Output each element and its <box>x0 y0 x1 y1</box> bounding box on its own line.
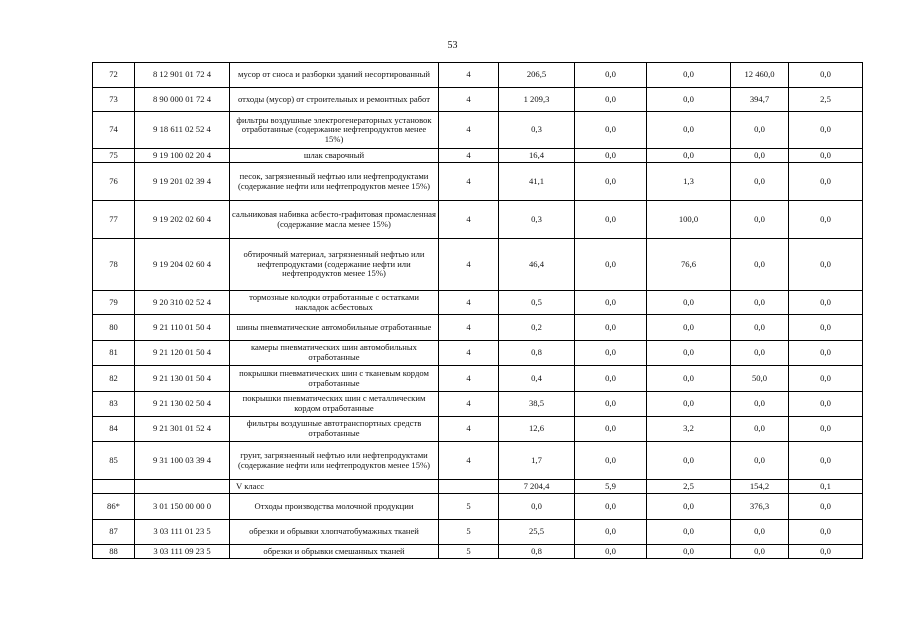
table-row <box>93 239 863 291</box>
hazard-class: 4 <box>439 341 499 366</box>
hazard-class: 4 <box>439 239 499 291</box>
value-3: 1,3 <box>647 163 731 201</box>
waste-name: обрезки и обрывки хлопчатобумажных тканей <box>230 520 439 545</box>
waste-code: 9 21 110 01 50 4 <box>135 315 230 341</box>
value-3: 0,0 <box>647 545 731 559</box>
value-2: 0,0 <box>575 88 647 112</box>
waste-code: 9 21 301 01 52 4 <box>135 417 230 442</box>
waste-name: V класс <box>230 480 439 494</box>
value-5: 0,0 <box>789 163 863 201</box>
value-2: 0,0 <box>575 163 647 201</box>
row-number: 86* <box>93 494 135 520</box>
row-number: 73 <box>93 88 135 112</box>
row-number: 87 <box>93 520 135 545</box>
table-row <box>93 112 863 149</box>
value-1: 0,8 <box>499 341 575 366</box>
waste-name: покрышки пневматических шин с тканевым кордом отработанные <box>230 366 439 392</box>
hazard-class: 5 <box>439 545 499 559</box>
hazard-class: 4 <box>439 88 499 112</box>
hazard-class: 4 <box>439 201 499 239</box>
waste-name: Отходы производства молочной продукции <box>230 494 439 520</box>
row-number: 78 <box>93 239 135 291</box>
hazard-class: 4 <box>439 163 499 201</box>
value-3: 0,0 <box>647 112 731 149</box>
waste-table <box>92 62 863 559</box>
waste-name: фильтры воздушные электрогенераторных установок отработанные (содержание нефтепродуктов менее 15%) <box>230 112 439 149</box>
value-5: 0,0 <box>789 417 863 442</box>
table-row <box>93 494 863 520</box>
value-4: 12 460,0 <box>731 63 789 88</box>
value-3: 76,6 <box>647 239 731 291</box>
value-5: 0,1 <box>789 480 863 494</box>
table-row <box>93 149 863 163</box>
value-5: 0,0 <box>789 366 863 392</box>
value-1: 206,5 <box>499 63 575 88</box>
row-number: 84 <box>93 417 135 442</box>
page-number: 53 <box>447 40 458 51</box>
value-4: 0,0 <box>731 545 789 559</box>
value-1: 0,3 <box>499 201 575 239</box>
value-4: 0,0 <box>731 520 789 545</box>
value-3: 0,0 <box>647 88 731 112</box>
value-4: 0,0 <box>731 315 789 341</box>
value-4: 0,0 <box>731 112 789 149</box>
value-5: 0,0 <box>789 442 863 480</box>
waste-name: обтирочный материал, загрязненный нефтью или нефтепродуктами (содержание нефти или нефтепродуктов менее 15%) <box>230 239 439 291</box>
value-2: 0,0 <box>575 417 647 442</box>
value-4: 0,0 <box>731 442 789 480</box>
value-5: 0,0 <box>789 392 863 417</box>
table-row <box>93 545 863 559</box>
value-4: 0,0 <box>731 149 789 163</box>
value-3: 0,0 <box>647 291 731 315</box>
waste-code: 9 19 202 02 60 4 <box>135 201 230 239</box>
value-3: 0,0 <box>647 366 731 392</box>
waste-name: сальниковая набивка асбесто-графитовая промасленная (содержание масла менее 15%) <box>230 201 439 239</box>
hazard-class: 5 <box>439 520 499 545</box>
value-3: 2,5 <box>647 480 731 494</box>
waste-name: шины пневматические автомобильные отработанные <box>230 315 439 341</box>
waste-name: песок, загрязненный нефтью или нефтепродуктами (содержание нефти или нефтепродуктов менее 15%) <box>230 163 439 201</box>
waste-code: 9 31 100 03 39 4 <box>135 442 230 480</box>
value-1: 25,5 <box>499 520 575 545</box>
table-row <box>93 201 863 239</box>
waste-code: 9 19 201 02 39 4 <box>135 163 230 201</box>
hazard-class <box>439 480 499 494</box>
value-3: 0,0 <box>647 392 731 417</box>
hazard-class: 4 <box>439 442 499 480</box>
value-4: 376,3 <box>731 494 789 520</box>
row-number: 81 <box>93 341 135 366</box>
value-3: 0,0 <box>647 494 731 520</box>
value-1: 0,0 <box>499 494 575 520</box>
waste-code <box>135 480 230 494</box>
row-number: 82 <box>93 366 135 392</box>
value-3: 0,0 <box>647 149 731 163</box>
value-3: 3,2 <box>647 417 731 442</box>
waste-code: 9 20 310 02 52 4 <box>135 291 230 315</box>
row-number: 85 <box>93 442 135 480</box>
waste-name: фильтры воздушные автотранспортных средств отработанные <box>230 417 439 442</box>
row-number: 80 <box>93 315 135 341</box>
value-1: 0,8 <box>499 545 575 559</box>
row-number: 74 <box>93 112 135 149</box>
value-5: 0,0 <box>789 112 863 149</box>
value-4: 0,0 <box>731 163 789 201</box>
waste-code: 8 90 000 01 72 4 <box>135 88 230 112</box>
row-number: 76 <box>93 163 135 201</box>
value-1: 38,5 <box>499 392 575 417</box>
waste-code: 9 19 204 02 60 4 <box>135 239 230 291</box>
hazard-class: 4 <box>439 112 499 149</box>
value-4: 154,2 <box>731 480 789 494</box>
value-4: 50,0 <box>731 366 789 392</box>
waste-name: отходы (мусор) от строительных и ремонтных работ <box>230 88 439 112</box>
value-5: 0,0 <box>789 545 863 559</box>
row-number: 72 <box>93 63 135 88</box>
value-1: 1 209,3 <box>499 88 575 112</box>
waste-name: тормозные колодки отработанные с остатками накладок асбестовых <box>230 291 439 315</box>
table-row <box>93 392 863 417</box>
table-row <box>93 315 863 341</box>
value-4: 0,0 <box>731 341 789 366</box>
value-2: 0,0 <box>575 112 647 149</box>
hazard-class: 4 <box>439 63 499 88</box>
table-row <box>93 291 863 315</box>
waste-name: шлак сварочный <box>230 149 439 163</box>
waste-name: покрышки пневматических шин с металлическим кордом отработанные <box>230 392 439 417</box>
row-number: 79 <box>93 291 135 315</box>
table-row <box>93 341 863 366</box>
hazard-class: 4 <box>439 366 499 392</box>
value-4: 0,0 <box>731 417 789 442</box>
value-2: 0,0 <box>575 494 647 520</box>
value-2: 0,0 <box>575 149 647 163</box>
value-1: 0,4 <box>499 366 575 392</box>
value-1: 46,4 <box>499 239 575 291</box>
value-2: 0,0 <box>575 366 647 392</box>
value-3: 0,0 <box>647 341 731 366</box>
waste-code: 3 03 111 01 23 5 <box>135 520 230 545</box>
hazard-class: 4 <box>439 315 499 341</box>
waste-name: камеры пневматических шин автомобильных отработанные <box>230 341 439 366</box>
row-number: 83 <box>93 392 135 417</box>
waste-name: обрезки и обрывки смешанных тканей <box>230 545 439 559</box>
value-5: 0,0 <box>789 494 863 520</box>
table-row <box>93 63 863 88</box>
waste-code: 3 01 150 00 00 0 <box>135 494 230 520</box>
value-4: 394,7 <box>731 88 789 112</box>
value-3: 0,0 <box>647 520 731 545</box>
table-row <box>93 520 863 545</box>
waste-code: 9 21 130 01 50 4 <box>135 366 230 392</box>
summary-row <box>93 480 863 494</box>
value-2: 0,0 <box>575 442 647 480</box>
value-1: 7 204,4 <box>499 480 575 494</box>
value-1: 12,6 <box>499 417 575 442</box>
value-4: 0,0 <box>731 201 789 239</box>
table-row <box>93 442 863 480</box>
waste-code: 9 21 120 01 50 4 <box>135 341 230 366</box>
row-number: 77 <box>93 201 135 239</box>
value-4: 0,0 <box>731 239 789 291</box>
table-row <box>93 366 863 392</box>
row-number: 75 <box>93 149 135 163</box>
value-5: 0,0 <box>789 149 863 163</box>
waste-code: 9 18 611 02 52 4 <box>135 112 230 149</box>
row-number: 88 <box>93 545 135 559</box>
value-5: 0,0 <box>789 63 863 88</box>
value-1: 41,1 <box>499 163 575 201</box>
value-1: 0,5 <box>499 291 575 315</box>
value-2: 0,0 <box>575 291 647 315</box>
row-number <box>93 480 135 494</box>
value-5: 0,0 <box>789 341 863 366</box>
waste-code: 8 12 901 01 72 4 <box>135 63 230 88</box>
waste-code: 9 19 100 02 20 4 <box>135 149 230 163</box>
value-3: 0,0 <box>647 315 731 341</box>
value-1: 0,2 <box>499 315 575 341</box>
table-row <box>93 417 863 442</box>
value-5: 0,0 <box>789 291 863 315</box>
value-5: 0,0 <box>789 315 863 341</box>
value-2: 0,0 <box>575 201 647 239</box>
value-4: 0,0 <box>731 392 789 417</box>
hazard-class: 5 <box>439 494 499 520</box>
value-2: 0,0 <box>575 520 647 545</box>
table-row <box>93 88 863 112</box>
value-1: 16,4 <box>499 149 575 163</box>
waste-name: мусор от сноса и разборки зданий несортированный <box>230 63 439 88</box>
value-1: 0,3 <box>499 112 575 149</box>
waste-code: 9 21 130 02 50 4 <box>135 392 230 417</box>
value-1: 1,7 <box>499 442 575 480</box>
table-row <box>93 163 863 201</box>
waste-code: 3 03 111 09 23 5 <box>135 545 230 559</box>
hazard-class: 4 <box>439 149 499 163</box>
value-3: 0,0 <box>647 442 731 480</box>
value-2: 0,0 <box>575 239 647 291</box>
waste-name: грунт, загрязненный нефтью или нефтепродуктами (содержание нефти или нефтепродуктов менее 15%) <box>230 442 439 480</box>
value-3: 0,0 <box>647 63 731 88</box>
value-5: 2,5 <box>789 88 863 112</box>
hazard-class: 4 <box>439 291 499 315</box>
hazard-class: 4 <box>439 417 499 442</box>
hazard-class: 4 <box>439 392 499 417</box>
value-4: 0,0 <box>731 291 789 315</box>
value-2: 0,0 <box>575 392 647 417</box>
value-5: 0,0 <box>789 520 863 545</box>
value-2: 0,0 <box>575 315 647 341</box>
value-5: 0,0 <box>789 201 863 239</box>
value-3: 100,0 <box>647 201 731 239</box>
value-2: 0,0 <box>575 341 647 366</box>
value-2: 5,9 <box>575 480 647 494</box>
value-5: 0,0 <box>789 239 863 291</box>
value-2: 0,0 <box>575 63 647 88</box>
value-2: 0,0 <box>575 545 647 559</box>
